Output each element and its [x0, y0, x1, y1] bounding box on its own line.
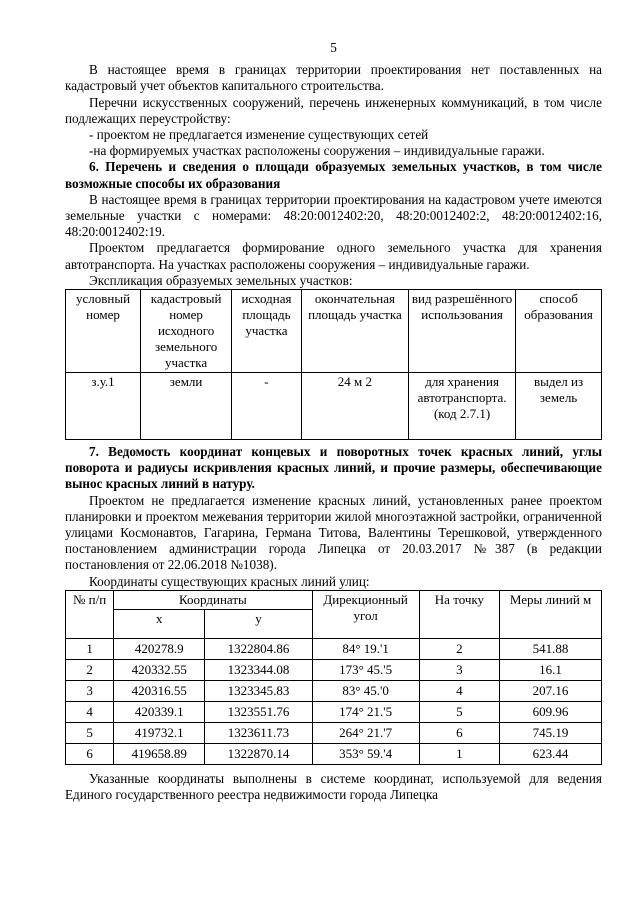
paragraph-networks: - проектом не предлагается изменение существующих сетей — [89, 127, 429, 143]
header-coordinates: Координаты — [114, 590, 312, 609]
table-cell: 6 — [66, 743, 114, 764]
paragraph-no-capital-objects: В настоящее время в границах территории проектирования нет поставленных на кадастровый учет объектов капитального строительства. — [65, 62, 602, 94]
paragraph-garages: -на формируемых участках расположены сооружения – индивидуальные гаражи. — [89, 143, 545, 159]
table-cell: 1 — [66, 638, 114, 659]
table-row — [66, 743, 602, 764]
table-cell: 5 — [66, 722, 114, 743]
table-cell: 173° 45.'5 — [312, 659, 419, 680]
table-header-row — [66, 590, 602, 609]
header-line-length: Меры линий м — [500, 590, 602, 638]
table-cell: 420332.55 — [114, 659, 205, 680]
paragraph-coordinates-caption: Координаты существующих красных линий улиц: — [89, 573, 370, 589]
table-cell: 24 м 2 — [301, 373, 408, 440]
table-cell: 1322804.86 — [205, 638, 312, 659]
table-cell: 1322870.14 — [205, 743, 312, 764]
paragraph-structures-list: Перечни искусственных сооружений, перечень инженерных коммуникаций, в том числе подлежащих переустройству: — [65, 94, 602, 126]
header-cell: кадастровый номер исходного земельного участка — [141, 290, 232, 373]
table-cell: 3 — [66, 680, 114, 701]
table-row — [66, 722, 602, 743]
table-cell: 83° 45.'0 — [312, 680, 419, 701]
table-row — [66, 680, 602, 701]
table-cell: 16.1 — [500, 659, 602, 680]
table-row — [66, 638, 602, 659]
header-direction-angle: Дирекционный угол — [312, 590, 419, 638]
paragraph-plot-formation: Проектом предлагается формирование одного земельного участка для хранения автотранспорта. На участках расположены сооружения – индивидуальные гаражи. — [65, 240, 602, 272]
table-cell: 3 — [419, 659, 499, 680]
table-cell: 4 — [66, 701, 114, 722]
table-cell: для хранения автотранспорта. (код 2.7.1) — [409, 373, 516, 440]
header-cell: исходная площадь участка — [232, 290, 302, 373]
table-cell: 1323611.73 — [205, 722, 312, 743]
header-to-point: На точку — [419, 590, 499, 638]
header-x: x — [114, 609, 205, 638]
header-cell: окончательная площадь участка — [301, 290, 408, 373]
paragraph-explication-caption: Экспликация образуемых земельных участков: — [89, 272, 353, 288]
table-cell: 419658.89 — [114, 743, 205, 764]
header-num: № п/п — [66, 590, 114, 638]
table-cell: 1323344.08 — [205, 659, 312, 680]
table-cell: 541.88 — [500, 638, 602, 659]
table-cell: 420278.9 — [114, 638, 205, 659]
table-cell: 2 — [66, 659, 114, 680]
table-cell: 4 — [419, 680, 499, 701]
table-cell: 2 — [419, 638, 499, 659]
section-6-heading: 6. Перечень и сведения о площади образуемых земельных участков, в том числе возможные способы их образования — [65, 159, 602, 191]
table-cell: 207.16 — [500, 680, 602, 701]
header-cell: способ образования — [516, 290, 602, 373]
table-cell: 353° 59.'4 — [312, 743, 419, 764]
red-lines-coordinates-table — [65, 590, 602, 765]
header-y: y — [205, 609, 312, 638]
page-number: 5 — [330, 40, 337, 55]
table-cell: 5 — [419, 701, 499, 722]
table-cell: 1323345.83 — [205, 680, 312, 701]
paragraph-red-lines: Проектом не предлагается изменение красных линий, установленных ранее проектом планировки и проектом межевания территории жилой многоэтажной застройки, ограниченной улицами Космонавтов, Гагарина, Германа Титова, Валентины Терешковой, утвержденного постановлением администрации города Липецка от 20.03.2017 №387 (в редакции постановления от 22.06.2018 №1038). — [65, 492, 602, 573]
plots-explication-table — [65, 289, 602, 440]
header-cell: условный номер — [66, 290, 141, 373]
section-7-heading: 7. Ведомость координат концевых и поворотных точек красных линий, углы поворота и радиусы искривления красных линий, и прочие размеры, обеспечивающие вынос красных линий в натуру. — [65, 444, 602, 492]
paragraph-cadastral-numbers: В настоящее время в границах территории проектирования на кадастровом учете имеются земельные участки с номерами: 48:20:0012402:20, 48:20:0012402:2, 48:20:0012402:16, 48:20:0012402:19. — [65, 191, 602, 240]
table-cell: 745.19 — [500, 722, 602, 743]
table-cell: 1323551.76 — [205, 701, 312, 722]
table-row — [66, 701, 602, 722]
table-cell: 174° 21.'5 — [312, 701, 419, 722]
table-cell: 1 — [419, 743, 499, 764]
table-cell: 6 — [419, 722, 499, 743]
table-row — [66, 373, 602, 440]
table-cell: з.у.1 — [66, 373, 141, 440]
table-cell: - — [232, 373, 302, 440]
table-cell: выдел из земель — [516, 373, 602, 440]
table-header-row — [66, 290, 602, 373]
header-cell: вид разрешённого использования — [409, 290, 516, 373]
table-cell: 264° 21.'7 — [312, 722, 419, 743]
table-cell: 609.96 — [500, 701, 602, 722]
table-cell: земли — [141, 373, 232, 440]
table-cell: 84° 19.'1 — [312, 638, 419, 659]
table-cell: 623.44 — [500, 743, 602, 764]
table-cell: 420339.1 — [114, 701, 205, 722]
table-cell: 419732.1 — [114, 722, 205, 743]
table-cell: 420316.55 — [114, 680, 205, 701]
paragraph-coordinate-system: Указанные координаты выполнены в системе координат, используемой для ведения Единого государственного реестра недвижимости города Липецка — [65, 770, 602, 803]
table-row — [66, 659, 602, 680]
